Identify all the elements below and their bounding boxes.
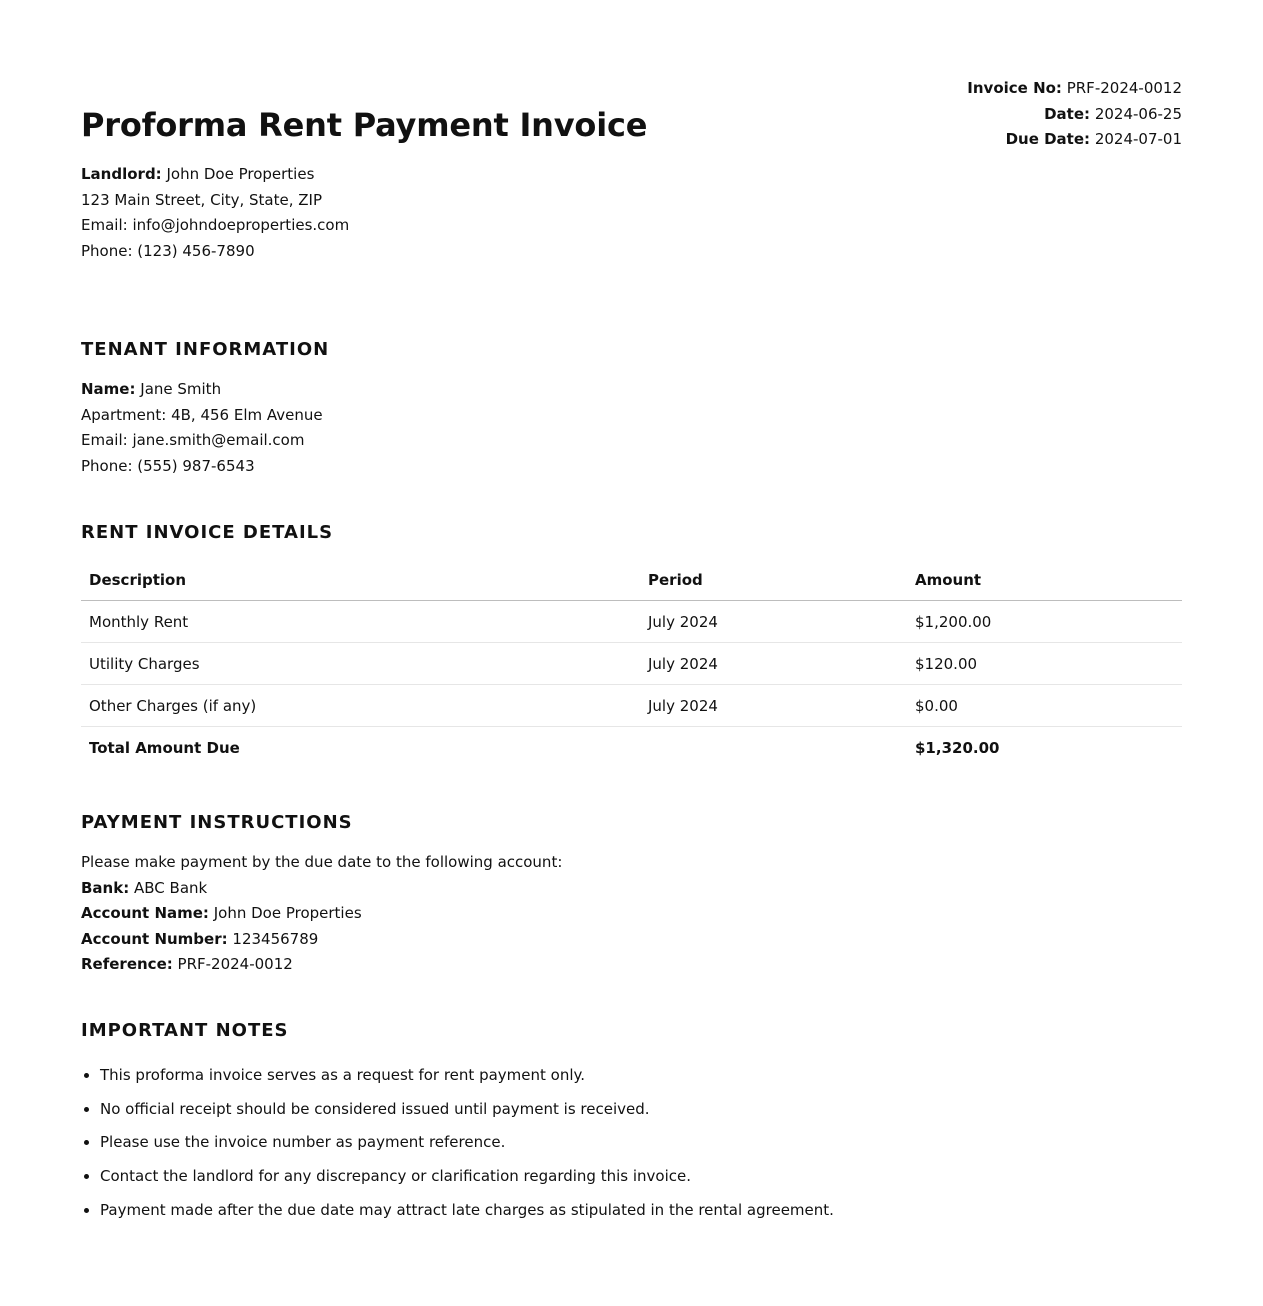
- table-row: [81, 601, 1182, 643]
- table-row: [81, 643, 1182, 685]
- landlord-label: Landlord:: [81, 165, 162, 183]
- due-date-label: Due Date:: [1005, 130, 1091, 148]
- invoice-number-value: PRF-2024-0012: [1066, 79, 1182, 97]
- notes-list: [81, 1059, 834, 1228]
- notes-section-title: IMPORTANT NOTES: [81, 1020, 289, 1041]
- bank-line: [81, 876, 562, 902]
- table-header-row: [81, 559, 1182, 601]
- list-item: • This proforma invoice serves as a request for rent payment only.: [100, 1059, 834, 1093]
- list-item: • No official receipt should be considered issued until payment is received.: [100, 1093, 834, 1127]
- row-period: July 2024: [640, 643, 907, 685]
- reference-line: [81, 952, 562, 978]
- total-amount: $1,320.00: [915, 738, 1000, 757]
- due-date-line: [967, 127, 1182, 153]
- account-name-label: Account Name:: [81, 904, 209, 922]
- landlord-address: 123 Main Street, City, State, ZIP: [81, 190, 323, 209]
- total-row: [81, 727, 1182, 769]
- tenant-section-title: TENANT INFORMATION: [81, 339, 330, 360]
- tenant-name-label: Name:: [81, 380, 136, 398]
- invoice-date-label: Date:: [1044, 104, 1091, 123]
- row-period: July 2024: [640, 601, 907, 643]
- landlord-phone: Phone: (123) 456-7890: [81, 241, 255, 260]
- reference-label: Reference:: [81, 955, 173, 973]
- due-date-value: 2024-07-01: [1094, 130, 1182, 148]
- list-item: • Please use the invoice number as payment reference.: [100, 1126, 834, 1160]
- invoice-number-line: [967, 76, 1182, 102]
- row-amount: $0.00: [907, 685, 1182, 727]
- column-header-period: Period: [640, 559, 907, 601]
- tenant-info: [81, 377, 323, 479]
- row-description: Other Charges (if any): [81, 685, 640, 727]
- invoice-header: [81, 0, 1182, 270]
- bank-value: ABC Bank: [134, 878, 208, 897]
- tenant-phone: Phone: (555) 987-6543: [81, 456, 255, 475]
- row-description: Utility Charges: [81, 643, 640, 685]
- total-label: Total Amount Due: [89, 738, 240, 757]
- column-header-amount: Amount: [907, 559, 1182, 601]
- invoice-date-line: [967, 102, 1182, 128]
- reference-value: PRF-2024-0012: [177, 955, 293, 973]
- tenant-email: Email: jane.smith@email.com: [81, 431, 305, 449]
- landlord-name: John Doe Properties: [166, 165, 315, 183]
- account-name-line: [81, 901, 562, 927]
- payment-intro: Please make payment by the due date to the following account:: [81, 853, 563, 871]
- column-header-description: Description: [81, 559, 640, 601]
- payment-info: [81, 850, 562, 978]
- tenant-apartment: Apartment: 4B, 456 Elm Avenue: [81, 405, 323, 424]
- account-number-line: [81, 927, 562, 953]
- payment-section-title: PAYMENT INSTRUCTIONS: [81, 812, 353, 833]
- row-period: July 2024: [640, 685, 907, 727]
- landlord-info: [81, 162, 349, 264]
- row-amount: $120.00: [907, 643, 1182, 685]
- landlord-name-line: [81, 162, 349, 188]
- landlord-email: Email: info@johndoeproperties.com: [81, 216, 350, 234]
- total-empty-cell: [640, 727, 907, 769]
- invoice-items-table: [81, 559, 1182, 768]
- account-number-label: Account Number:: [81, 929, 228, 948]
- list-item: • Contact the landlord for any discrepancy or clarification regarding this invoice.: [100, 1160, 834, 1194]
- invoice-date-value: 2024-06-25: [1094, 104, 1182, 123]
- account-number-value: 123456789: [232, 929, 319, 948]
- page-title: Proforma Rent Payment Invoice: [81, 106, 648, 144]
- list-item: • Payment made after the due date may attract late charges as stipulated in the rental agreement.: [100, 1194, 834, 1228]
- tenant-name: Jane Smith: [140, 380, 222, 398]
- invoice-meta: [967, 76, 1182, 153]
- tenant-name-line: [81, 377, 323, 403]
- bank-label: Bank:: [81, 878, 130, 897]
- invoice-number-label: Invoice No:: [967, 79, 1062, 97]
- row-amount: $1,200.00: [907, 601, 1182, 643]
- details-section-title: RENT INVOICE DETAILS: [81, 522, 334, 543]
- table-row: [81, 685, 1182, 727]
- row-description: Monthly Rent: [81, 601, 640, 643]
- account-name-value: John Doe Properties: [213, 904, 362, 922]
